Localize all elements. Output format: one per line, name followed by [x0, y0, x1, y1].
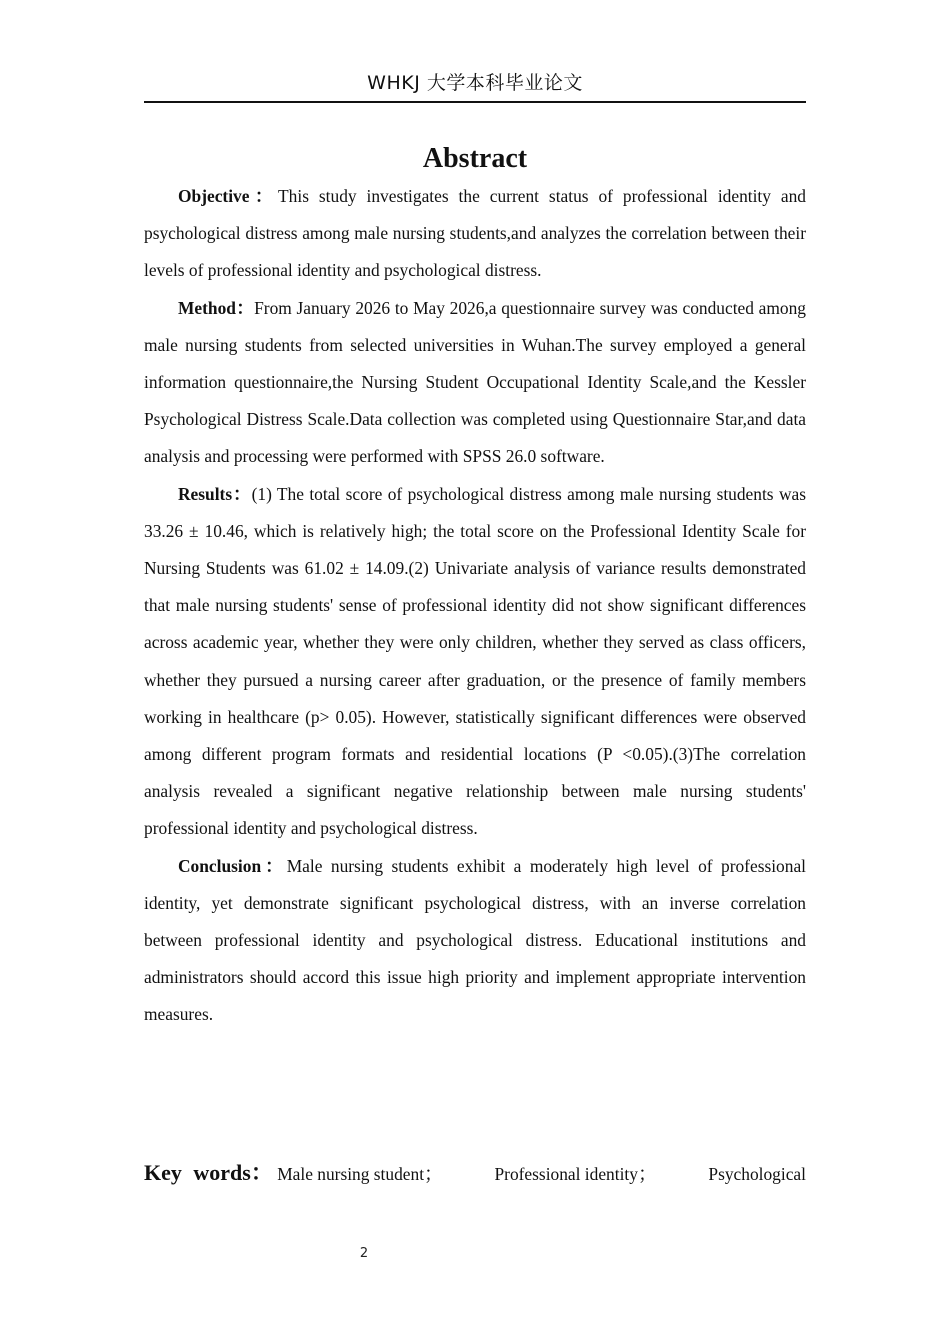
- method-label: Method：: [178, 297, 255, 318]
- keywords-line: [144, 1154, 806, 1193]
- objective-text: This study investigates the current status of professional identity and psychological distress among male nursing students,and analyzes the correlation between their levels of professional identity and psychological distress.: [144, 186, 807, 281]
- results-text: (1) The total score of psychological distress among male nursing students was 33.26 ± 10.46, which is relatively high; the total score on the Professional Identity Scale for Nursing Students was 61.02 ± 14.09.(2) Univariate analysis of variance results demonstrated that male nursing students' sense of professional identity did not show significant differences across academic year, whether they were only children, whether they served as class officers, whether they pursued a nursing career after graduation, or the presence of family members working in healthcare (p> 0.05). However, statistically significant differences were observed among different program formats and residential locations (P <0.05).(3)The correlation analysis revealed a significant negative relationship between male nursing students' professional identity and psychological distress.: [144, 483, 806, 839]
- header-rule: [144, 101, 806, 103]
- abstract-body: [144, 178, 806, 1034]
- keyword-item: Male nursing student: [277, 1164, 425, 1184]
- results-label: Results：: [178, 483, 252, 504]
- conclusion-label: Conclusion：: [178, 855, 287, 876]
- keywords-label: Key words：: [144, 1160, 273, 1185]
- results-paragraph: [144, 476, 806, 848]
- method-paragraph: [144, 290, 806, 476]
- keyword-separator: ；: [424, 1164, 444, 1185]
- keyword-separator: ；: [637, 1164, 657, 1185]
- abstract-title: Abstract: [422, 143, 528, 174]
- page-number: 2: [359, 1246, 369, 1261]
- conclusion-text: Male nursing students exhibit a moderately high level of professional identity, yet demonstrate significant psychological distress, with an inverse correlation between professional identity and psychological distress. Educational institutions and administrators should accord this issue high priority and implement appropriate intervention measures.: [144, 855, 807, 1025]
- keyword-item: Professional identity: [494, 1164, 638, 1184]
- keyword-item: Psychological: [708, 1164, 806, 1184]
- objective-paragraph: [144, 178, 806, 290]
- conclusion-paragraph: [144, 848, 806, 1034]
- running-header: WHKJ 大学本科毕业论文: [367, 72, 583, 94]
- method-text: From January 2026 to May 2026,a questionnaire survey was conducted among male nursing students from selected universities in Wuhan.The survey employed a general information questionnaire,the Nursing Student Occupational Identity Scale,and the Kessler Psychological Distress Scale.Data collection was completed using Questionnaire Star,and data analysis and processing were performed with SPSS 26.0 software.: [144, 297, 807, 467]
- objective-label: Objective：: [178, 186, 279, 206]
